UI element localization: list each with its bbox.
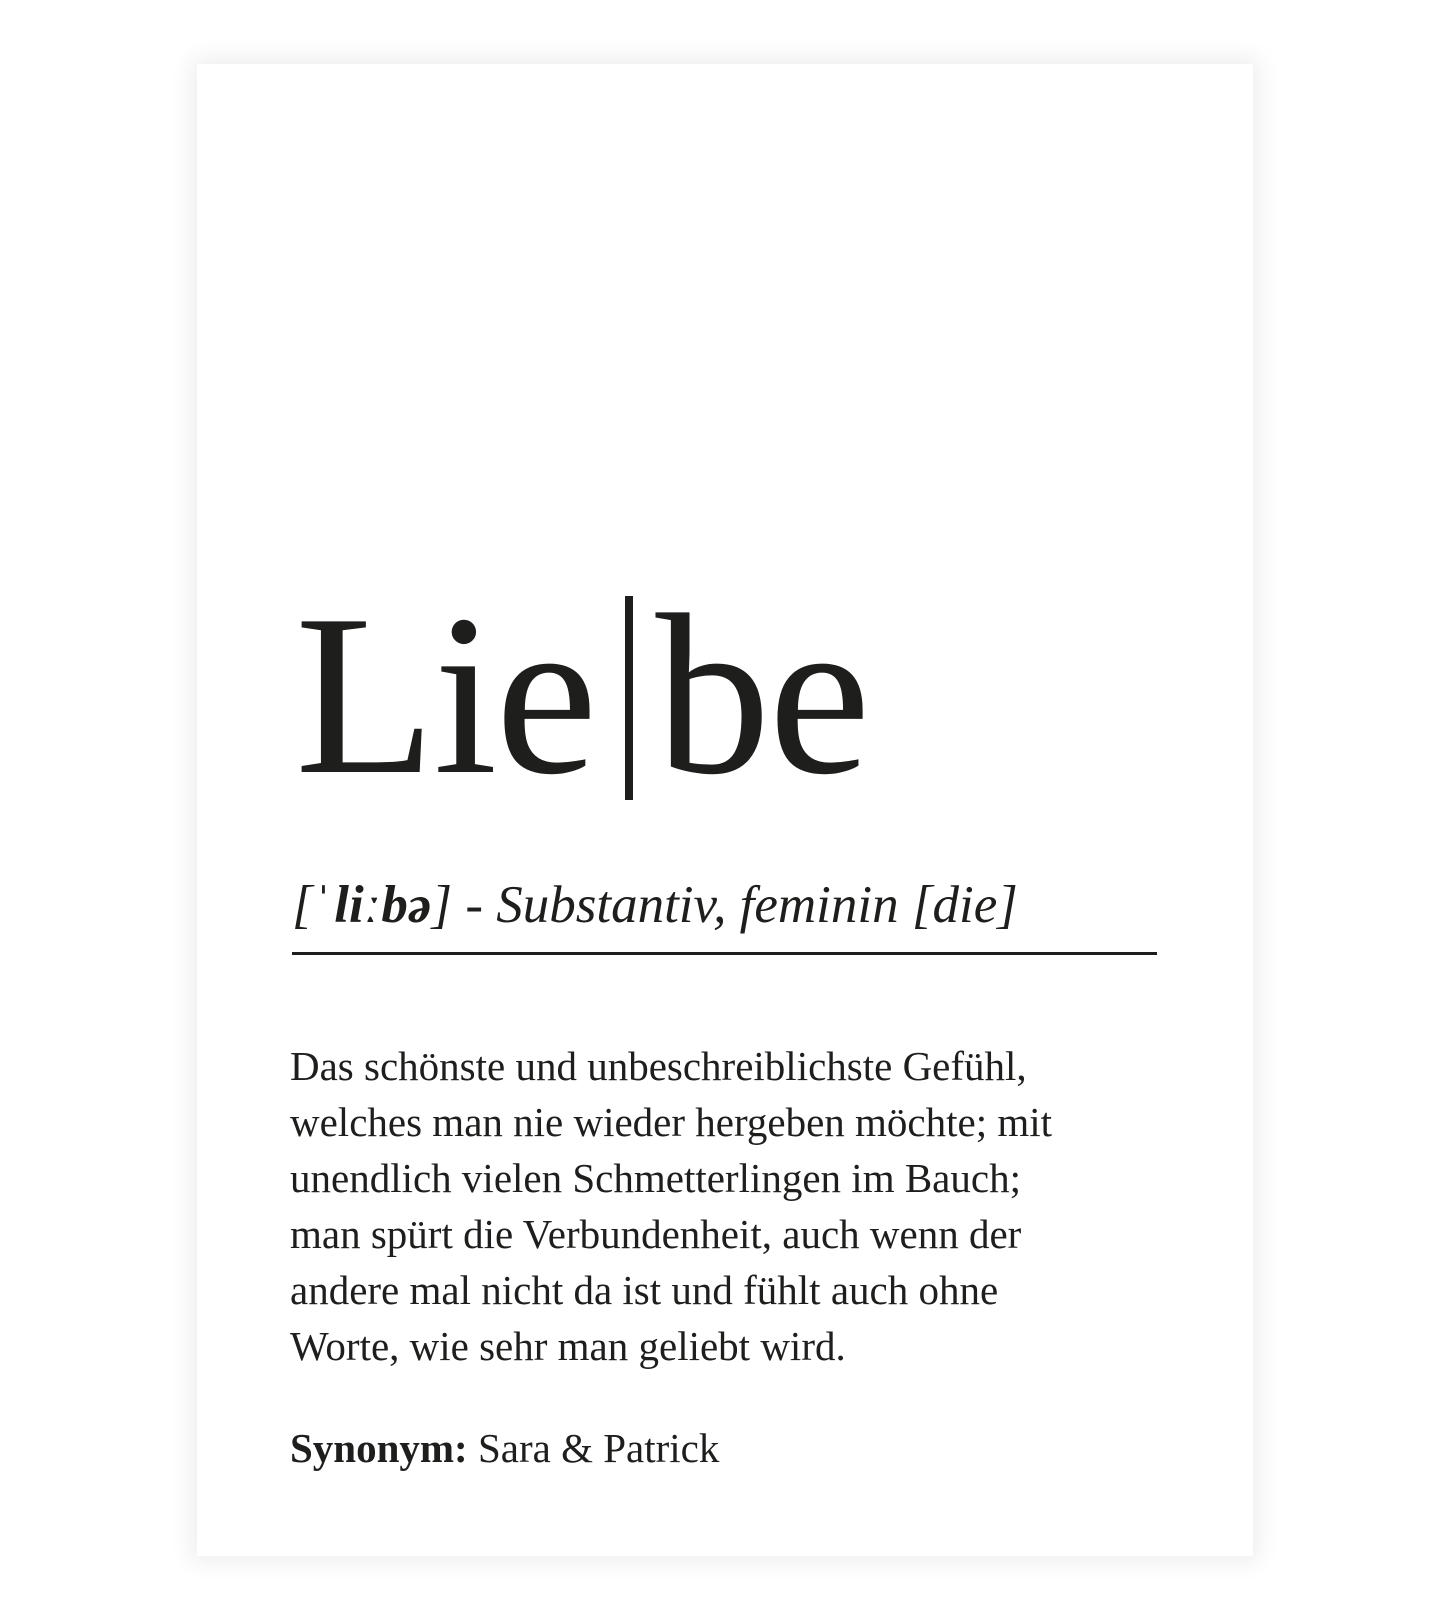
synonym-value: Sara & Patrick [467,1425,720,1471]
divider-rule [292,952,1157,955]
pronunciation-line [292,874,1018,938]
definition-line: welches man nie wieder hergeben möchte; mit [290,1099,1053,1145]
headword-syllable-2: be [655,567,869,822]
ipa-unstressed-syllable: bə [381,876,432,934]
definition-text [290,1038,1170,1374]
definition-line: Das schönste und unbeschreiblichste Gefühl, [290,1043,1027,1089]
definition-poster [197,64,1253,1556]
headword-syllable-1: Lie [295,567,596,822]
definition-line: unendlich vielen Schmetterlingen im Bauch; [290,1155,1021,1201]
definition-line: Worte, wie sehr man geliebt wird. [290,1323,846,1369]
definition-line: man spürt die Verbundenheit, auch wenn der [290,1211,1022,1257]
synonym-label: Synonym: [290,1425,468,1471]
pronunciation-close-bracket: ] [431,876,453,934]
ipa-stressed-syllable: liː [334,876,382,934]
stress-mark: ˈ [314,876,333,934]
grammar-info: - Substantiv, feminin [die] [452,876,1018,934]
pronunciation-open-bracket: [ [292,876,313,934]
syllable-divider [625,596,633,800]
synonym-line [290,1420,719,1476]
headword [295,567,869,822]
definition-line: andere mal nicht da ist und fühlt auch ohne [290,1267,999,1313]
